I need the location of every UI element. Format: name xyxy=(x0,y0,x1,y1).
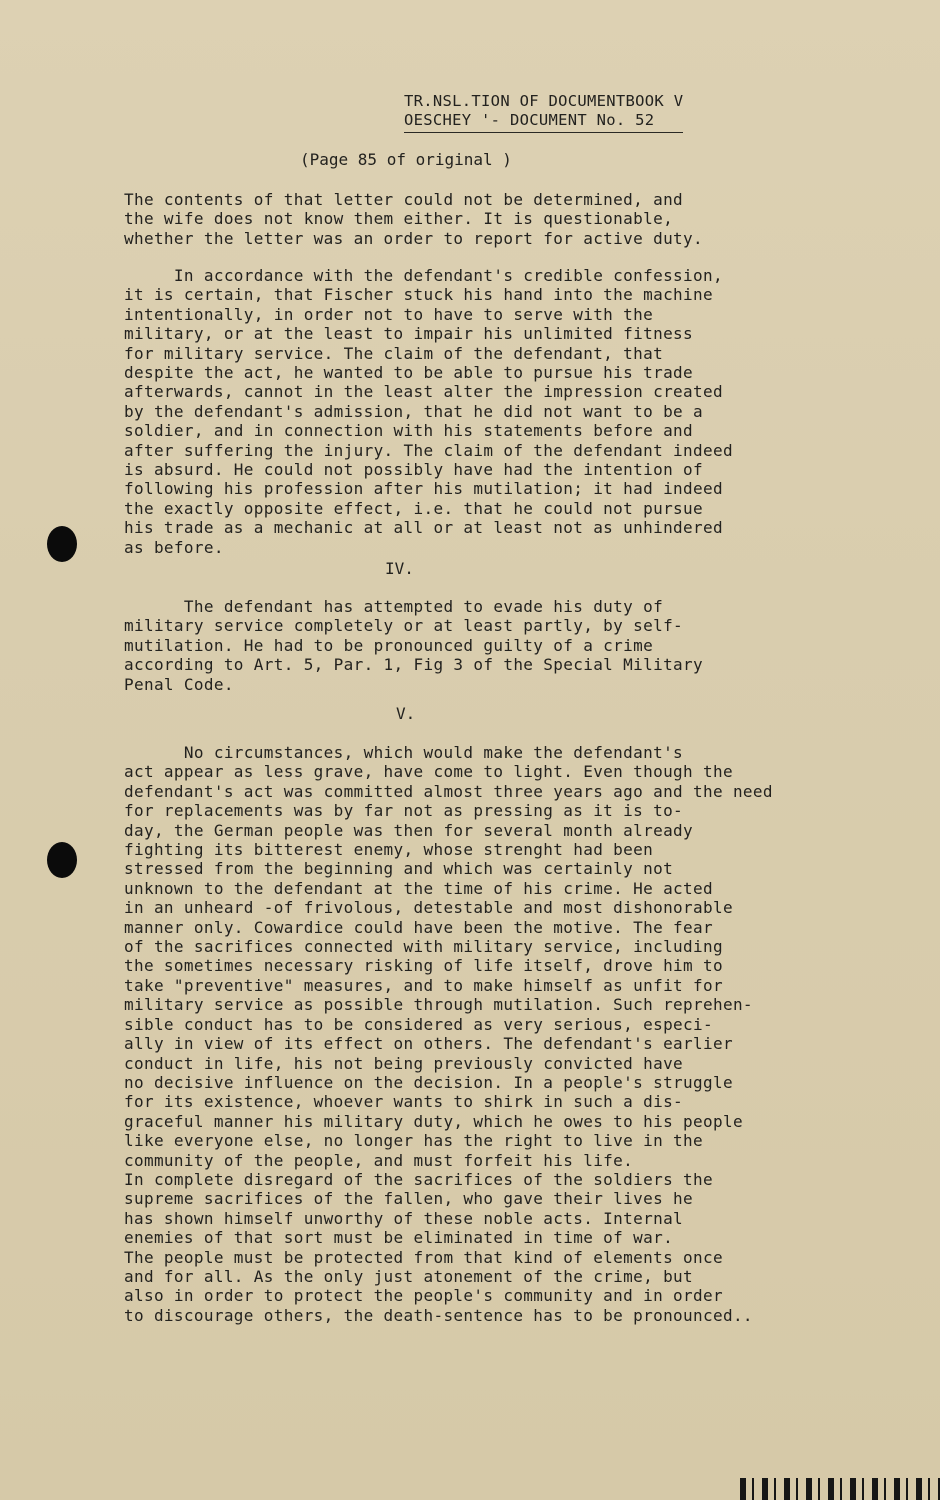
paragraph-sentence-reasoning: No circumstances, which would make the defendant's act appear as less grave, have come to light. Even though the defendant's act was committed almost three years ago and the need for replacements was by far not as pressing as it is to- day, the German people was then for several month already fighting its bitterest enemy, whose strenght had been stressed from the beginning and which was certainly not unknown to the defendant at the time of his crime. He acted in an unheard -of frivolous, detestable and most dishonorable manner only. Cowardice could have been the motive. The fear of the sacrifices connected with military service, including the sometimes necessary risking of life itself, drove him to take "preventive" measures, and to make himself as unfit for military service as possible through mutilation. Such reprehen- sible conduct has to be considered as very serious, especi- ally in view of its effect on others. The defendant's earlier conduct in life, his not being previously convicted have no decisive influence on the decision. In a people's struggle for its existence, whoever wants to shirk in such a dis- graceful manner his military duty, which he owes to his people like everyone else, no longer has the right to live in the community of the people, and must forfeit his life. In complete disregard of the sacrifices of the soldiers the supreme sacrifices of the fallen, who gave their lives he has shown himself unworthy of these noble acts. Internal enemies of that sort must be eliminated in time of war. The people must be protected from that kind of elements once and for all. As the only just atonement of the crime, but also in order to protect the people's community and in order to discourage others, the death-sentence has to be pronounced.. xyxy=(124,743,773,1325)
punch-hole xyxy=(47,526,77,562)
scan-edge-marks xyxy=(740,1478,940,1500)
paragraph-confession: In accordance with the defendant's credible confession, it is certain, that Fischer stuck his hand into the machine intentionally, in order not to have to serve with the military, or at the least to impair his unlimited fitness for military service. The claim of the defendant, that despite the act, he wanted to be able to pursue his trade afterwards, cannot in the least alter the impression created by the defendant's admission, that he did not want to be a soldier, and in connection with his statements before and after suffering the injury. The claim of the defendant indeed is absurd. He could not possibly have had the intention of following his profession after his mutilation; it had indeed the exactly opposite effect, i.e. that he could not pursue his trade as a mechanic at all or at least not as unhindered as before. xyxy=(124,266,733,557)
paragraph-letter-contents: The contents of that letter could not be determined, and the wife does not know them either. It is questionable, whether the letter was an order to report for active duty. xyxy=(124,190,704,248)
page-reference: (Page 85 of original ) xyxy=(300,150,512,169)
paragraph-guilt: The defendant has attempted to evade his duty of military service completely or at least partly, by self- mutilation. He had to be pronounced guilty of a crime according to Art. 5, Par. 1, Fig 3 of the Special Military Penal Code. xyxy=(124,597,704,694)
header-title: TR.NSL.TION OF DOCUMENTBOOK V xyxy=(404,92,684,110)
section-heading-v: V. xyxy=(396,704,416,723)
punch-hole xyxy=(47,842,77,878)
document-header xyxy=(404,92,683,133)
header-document-number: OESCHEY '- DOCUMENT No. 52 xyxy=(404,111,683,133)
section-heading-iv: IV. xyxy=(385,559,414,578)
